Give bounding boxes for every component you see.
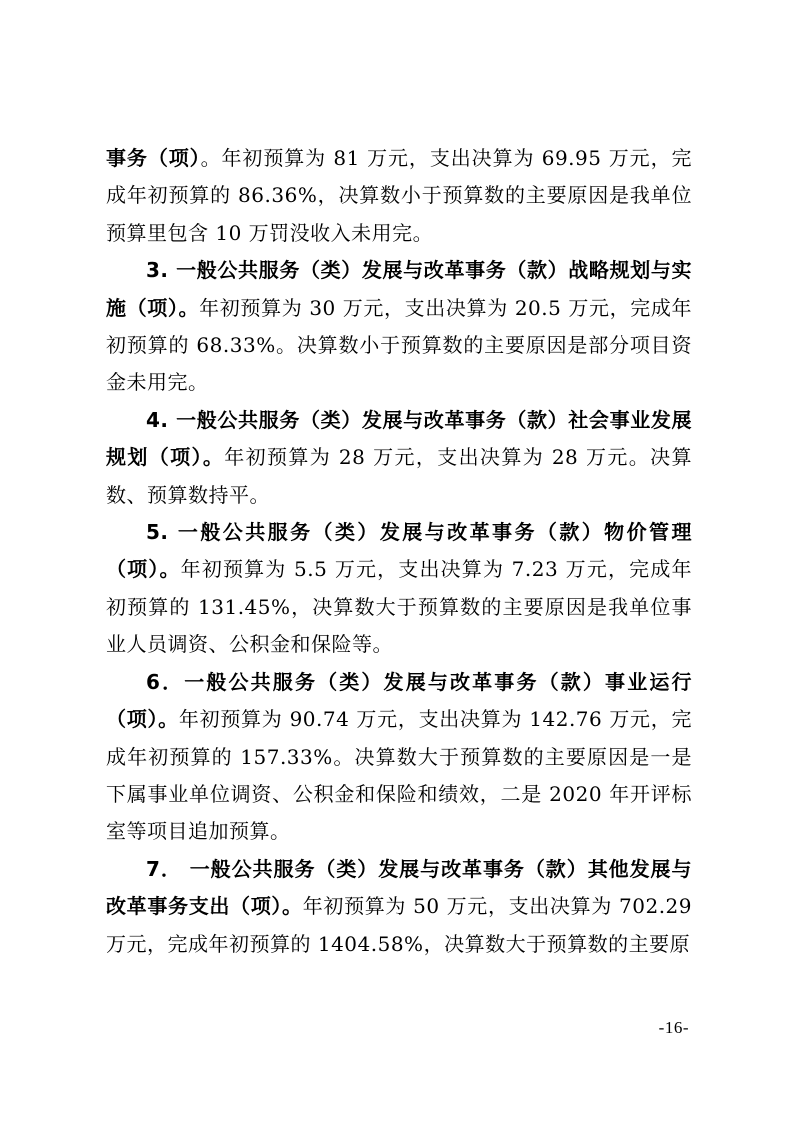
paragraph-heading: 事务（项） xyxy=(106,146,201,170)
paragraph-text: 年初预算为 28 万元，支出决算为 28 万元。决算数、预算数持平。 xyxy=(106,445,693,507)
paragraph-heading: 6．一般公共服务（类）发展与改革事务（款）事业运行（项）。 xyxy=(106,669,692,732)
paragraph-text: 年初预算为 90.74 万元，支出决算为 142.76 万元，完成年初预算的 157.33%。决算数大于预算数的主要原因是一是下属事业单位调资、公积金和保险和绩效，二是 2020 年开评标室等项目追加预算。 xyxy=(106,707,692,844)
paragraph-text: 年初预算为 5.5 万元，支出决算为 7.23 万元，完成年初预算的 131.45%，决算数大于预算数的主要原因是我单位事业人员调资、公积金和保险等。 xyxy=(106,557,692,657)
document-body xyxy=(106,140,692,963)
page-number: -16- xyxy=(658,1018,689,1037)
paragraph-text: 年初预算为 30 万元，支出决算为 20.5 万元，完成年初预算的 68.33%。决算数小于预算数的主要原因是部分项目资金未用完。 xyxy=(106,295,692,395)
paragraph-text: 。年初预算为 81 万元，支出决算为 69.95 万元，完成年初预算的 86.36%，决算数小于预算数的主要原因是我单位预算里包含 10 万罚没收入未用完。 xyxy=(106,146,692,245)
paragraph-item-6 xyxy=(106,664,692,851)
paragraph-heading: 5. 一般公共服务（类）发展与改革事务（款）物价管理（项）。 xyxy=(106,520,692,582)
paragraph-heading: 3. 一般公共服务（类）发展与改革事务（款）战略规划与实施（项）。 xyxy=(106,258,692,320)
paragraph-item-4 xyxy=(106,402,692,514)
paragraph-text: 年初预算为 50 万元，支出决算为 702.29 万元，完成年初预算的 1404.58%，决算数大于预算数的主要原 xyxy=(106,894,692,956)
paragraph-item-3 xyxy=(106,252,692,402)
paragraph-item-7 xyxy=(106,851,692,963)
paragraph-heading: 7． 一般公共服务（类）发展与改革事务（款）其他发展与改革事务支出（项）。 xyxy=(106,856,692,919)
paragraph-heading: 4. 一般公共服务（类）发展与改革事务（款）社会事业发展规划（项）。 xyxy=(106,407,692,470)
paragraph-item-5 xyxy=(106,514,692,664)
paragraph-continuation xyxy=(106,140,692,252)
